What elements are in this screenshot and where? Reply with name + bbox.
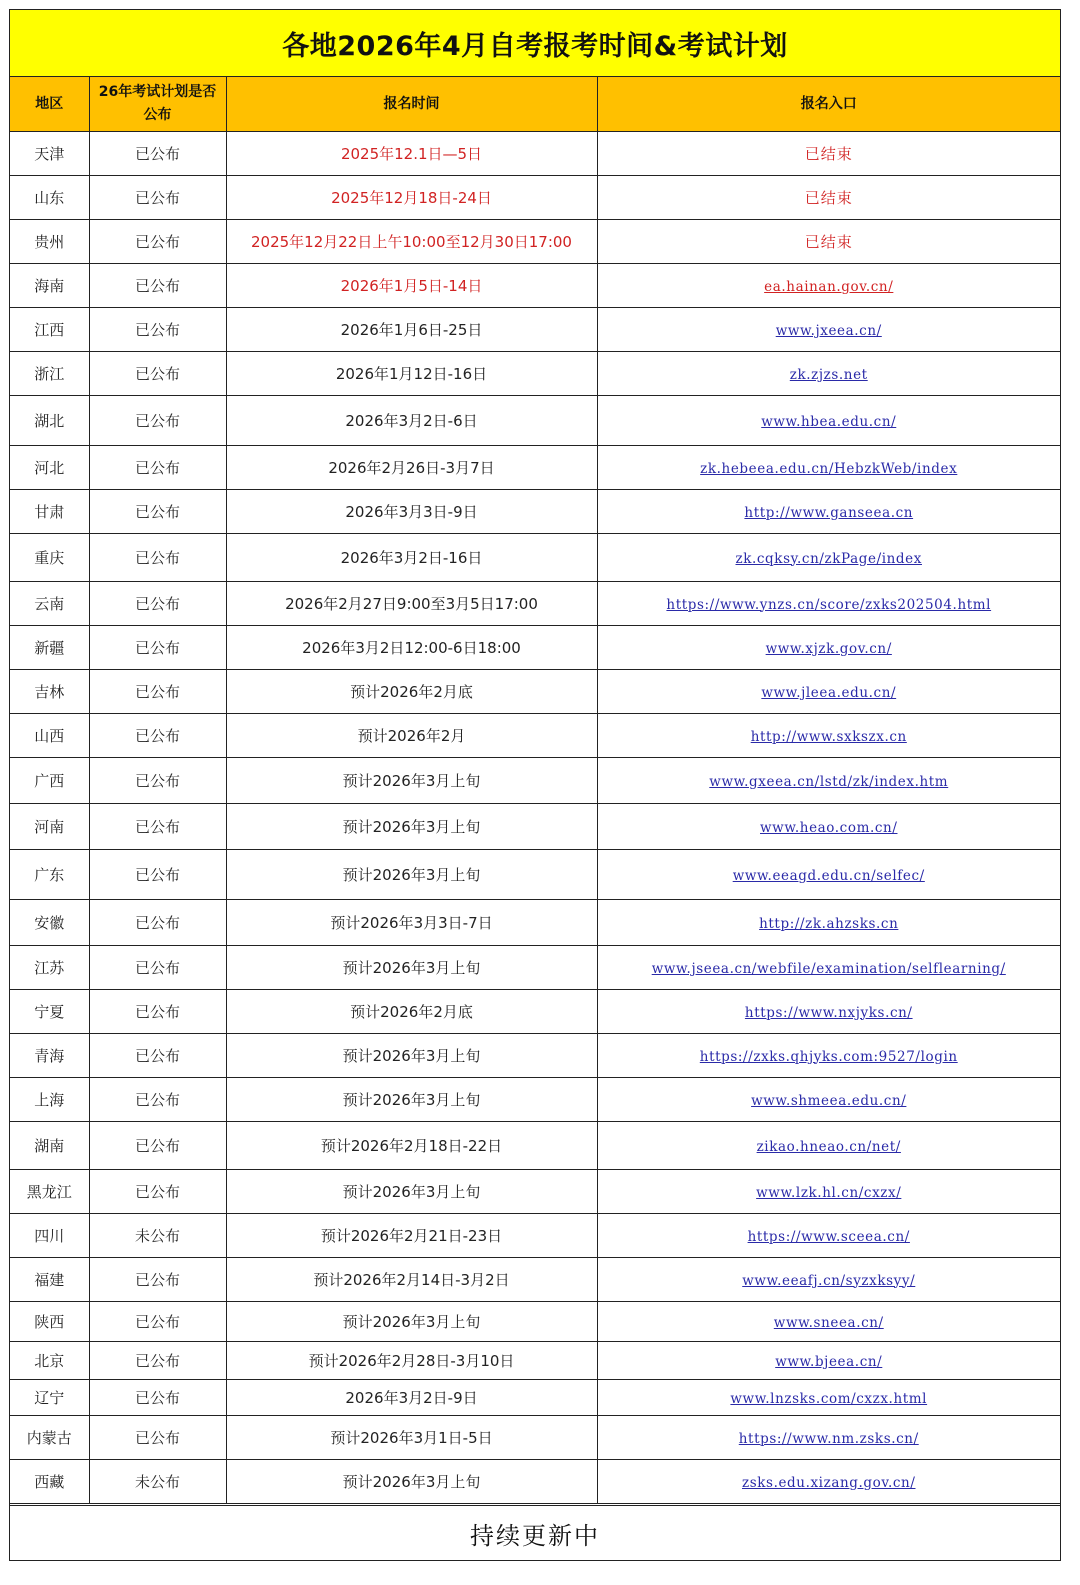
- plan-status-cell: 未公布: [89, 1460, 226, 1504]
- register-time-cell: 2026年1月6日-25日: [226, 308, 597, 352]
- register-entry-link[interactable]: www.jseea.cn/webfile/examination/selflearning/: [651, 960, 1006, 977]
- registration-ended-label: 已结束: [804, 233, 853, 251]
- table-row: [10, 1416, 1060, 1460]
- register-entry-cell: [597, 1460, 1060, 1504]
- register-entry-link[interactable]: www.eeafj.cn/syzxksyy/: [742, 1272, 916, 1289]
- register-entry-link[interactable]: www.eeagd.edu.cn/selfec/: [732, 867, 925, 884]
- register-time-cell: 2025年12月18日-24日: [226, 176, 597, 220]
- register-entry-cell: [597, 714, 1060, 758]
- register-entry-link[interactable]: zk.hebeea.edu.cn/HebzkWeb/index: [700, 460, 958, 477]
- plan-status-cell: 已公布: [89, 1416, 226, 1460]
- register-time-cell: 2026年3月2日12:00-6日18:00: [226, 626, 597, 670]
- register-entry-link[interactable]: zsks.edu.xizang.gov.cn/: [742, 1474, 916, 1491]
- region-cell: 山西: [10, 714, 89, 758]
- plan-status-cell: 已公布: [89, 1380, 226, 1416]
- table-row: [10, 714, 1060, 758]
- region-cell: 辽宁: [10, 1380, 89, 1416]
- plan-status-cell: 已公布: [89, 132, 226, 176]
- register-entry-cell: [597, 308, 1060, 352]
- table-header-row: [10, 77, 1060, 132]
- register-time-cell: 预计2026年2月28日-3月10日: [226, 1342, 597, 1380]
- column-header-region: 地区: [10, 77, 89, 132]
- register-time-cell: 预计2026年2月18日-22日: [226, 1122, 597, 1170]
- register-time-cell: 2025年12月22日上午10:00至12月30日17:00: [226, 220, 597, 264]
- plan-status-cell: 已公布: [89, 670, 226, 714]
- column-header-plan-published: 26年考试计划是否公布: [89, 77, 226, 132]
- table-row: [10, 132, 1060, 176]
- register-time-cell: 预计2026年2月21日-23日: [226, 1214, 597, 1258]
- table-row: [10, 1122, 1060, 1170]
- region-cell: 广西: [10, 758, 89, 804]
- plan-status-cell: 已公布: [89, 490, 226, 534]
- region-cell: 吉林: [10, 670, 89, 714]
- plan-status-cell: 已公布: [89, 308, 226, 352]
- table-row: [10, 1302, 1060, 1342]
- register-entry-cell: [597, 850, 1060, 900]
- plan-status-cell: 已公布: [89, 1078, 226, 1122]
- register-entry-link[interactable]: www.shmeea.edu.cn/: [751, 1092, 907, 1109]
- region-cell: 安徽: [10, 900, 89, 946]
- region-cell: 湖北: [10, 396, 89, 446]
- register-time-cell: 2026年1月5日-14日: [226, 264, 597, 308]
- plan-status-cell: 未公布: [89, 1214, 226, 1258]
- region-cell: 甘肃: [10, 490, 89, 534]
- register-time-cell: 预计2026年3月上旬: [226, 850, 597, 900]
- register-entry-link[interactable]: http://www.sxkszx.cn: [750, 728, 907, 745]
- register-time-cell: 2026年3月2日-6日: [226, 396, 597, 446]
- plan-status-cell: 已公布: [89, 758, 226, 804]
- table-row: [10, 534, 1060, 582]
- register-time-cell: 预计2026年3月上旬: [226, 1078, 597, 1122]
- register-time-cell: 预计2026年2月: [226, 714, 597, 758]
- table-row: [10, 900, 1060, 946]
- plan-status-cell: 已公布: [89, 804, 226, 850]
- register-entry-cell: [597, 804, 1060, 850]
- register-entry-link[interactable]: ea.hainan.gov.cn/: [764, 278, 894, 295]
- register-entry-link[interactable]: zikao.hneao.cn/net/: [756, 1138, 901, 1155]
- table-row: [10, 308, 1060, 352]
- register-time-cell: 预计2026年3月上旬: [226, 1302, 597, 1342]
- register-time-cell: 2026年3月3日-9日: [226, 490, 597, 534]
- register-entry-cell: [597, 1170, 1060, 1214]
- table-row: [10, 582, 1060, 626]
- region-cell: 贵州: [10, 220, 89, 264]
- table-row: [10, 1380, 1060, 1416]
- plan-status-cell: 已公布: [89, 1258, 226, 1302]
- footer-note: 持续更新中: [10, 1505, 1060, 1560]
- register-time-cell: 2026年3月2日-9日: [226, 1380, 597, 1416]
- register-entry-link[interactable]: www.lzk.hl.cn/cxzx/: [756, 1184, 902, 1201]
- region-cell: 青海: [10, 1034, 89, 1078]
- region-cell: 天津: [10, 132, 89, 176]
- register-time-cell: 2026年2月26日-3月7日: [226, 446, 597, 490]
- table-row: [10, 396, 1060, 446]
- table-row: [10, 1078, 1060, 1122]
- page-title: 各地2026年4月自考报考时间&考试计划: [10, 10, 1060, 77]
- register-time-cell: 2026年1月12日-16日: [226, 352, 597, 396]
- table-row: [10, 670, 1060, 714]
- table-row: [10, 1258, 1060, 1302]
- register-entry-cell: [597, 900, 1060, 946]
- table-row: [10, 850, 1060, 900]
- register-entry-link[interactable]: https://www.ynzs.cn/score/zxks202504.html: [666, 596, 992, 613]
- table-row: [10, 1460, 1060, 1504]
- register-time-cell: 2025年12.1日—5日: [226, 132, 597, 176]
- region-cell: 宁夏: [10, 990, 89, 1034]
- register-entry-cell: [597, 490, 1060, 534]
- table-row: [10, 758, 1060, 804]
- register-entry-link[interactable]: www.hbea.edu.cn/: [761, 413, 897, 430]
- register-entry-link[interactable]: www.gxeea.cn/lstd/zk/index.htm: [709, 773, 949, 790]
- register-entry-cell: [597, 220, 1060, 264]
- register-entry-cell: [597, 132, 1060, 176]
- region-cell: 浙江: [10, 352, 89, 396]
- register-entry-cell: [597, 1416, 1060, 1460]
- register-entry-link[interactable]: zk.cqksy.cn/zkPage/index: [735, 550, 922, 567]
- register-entry-cell: [597, 582, 1060, 626]
- table-row: [10, 1342, 1060, 1380]
- register-entry-cell: [597, 1122, 1060, 1170]
- plan-status-cell: 已公布: [89, 396, 226, 446]
- plan-status-cell: 已公布: [89, 176, 226, 220]
- register-time-cell: 预计2026年3月上旬: [226, 1460, 597, 1504]
- region-cell: 四川: [10, 1214, 89, 1258]
- register-entry-link[interactable]: https://zxks.qhjyks.com:9527/login: [699, 1048, 958, 1065]
- register-time-cell: 预计2026年3月1日-5日: [226, 1416, 597, 1460]
- register-entry-cell: [597, 1380, 1060, 1416]
- region-cell: 内蒙古: [10, 1416, 89, 1460]
- exam-plan-sheet: [9, 9, 1061, 1561]
- register-entry-cell: [597, 670, 1060, 714]
- table-body: [10, 132, 1060, 1504]
- table-row: [10, 946, 1060, 990]
- register-entry-link[interactable]: www.xjzk.gov.cn/: [765, 640, 892, 657]
- table-row: [10, 352, 1060, 396]
- register-entry-cell: [597, 1078, 1060, 1122]
- register-entry-cell: [597, 946, 1060, 990]
- table-row: [10, 1034, 1060, 1078]
- register-entry-cell: [597, 626, 1060, 670]
- plan-status-cell: 已公布: [89, 446, 226, 490]
- register-time-cell: 预计2026年3月上旬: [226, 946, 597, 990]
- register-time-cell: 2026年3月2日-16日: [226, 534, 597, 582]
- plan-status-cell: 已公布: [89, 626, 226, 670]
- region-cell: 云南: [10, 582, 89, 626]
- register-entry-link[interactable]: https://www.sceea.cn/: [747, 1228, 910, 1245]
- table-row: [10, 220, 1060, 264]
- region-cell: 山东: [10, 176, 89, 220]
- register-time-cell: 预计2026年3月上旬: [226, 1034, 597, 1078]
- register-time-cell: 预计2026年2月底: [226, 990, 597, 1034]
- register-entry-cell: [597, 534, 1060, 582]
- plan-status-cell: 已公布: [89, 582, 226, 626]
- column-header-register-time: 报名时间: [226, 77, 597, 132]
- region-cell: 广东: [10, 850, 89, 900]
- region-cell: 上海: [10, 1078, 89, 1122]
- register-entry-cell: [597, 352, 1060, 396]
- table-row: [10, 446, 1060, 490]
- column-header-register-entry: 报名入口: [597, 77, 1060, 132]
- registration-ended-label: 已结束: [804, 189, 853, 207]
- table-row: [10, 990, 1060, 1034]
- plan-status-cell: 已公布: [89, 264, 226, 308]
- plan-status-cell: 已公布: [89, 1170, 226, 1214]
- plan-status-cell: 已公布: [89, 1302, 226, 1342]
- register-entry-cell: [597, 446, 1060, 490]
- plan-status-cell: 已公布: [89, 900, 226, 946]
- plan-status-cell: 已公布: [89, 714, 226, 758]
- register-entry-link[interactable]: www.bjeea.cn/: [775, 1353, 883, 1370]
- register-entry-link[interactable]: http://www.ganseea.cn: [744, 504, 914, 521]
- plan-status-cell: 已公布: [89, 352, 226, 396]
- table-row: [10, 1214, 1060, 1258]
- table-row: [10, 176, 1060, 220]
- register-entry-link[interactable]: www.heao.com.cn/: [760, 819, 898, 836]
- plan-status-cell: 已公布: [89, 1122, 226, 1170]
- region-cell: 新疆: [10, 626, 89, 670]
- register-entry-link[interactable]: www.jleea.edu.cn/: [761, 684, 897, 701]
- register-entry-cell: [597, 1302, 1060, 1342]
- region-cell: 湖南: [10, 1122, 89, 1170]
- register-entry-link[interactable]: https://www.nxjyks.cn/: [744, 1004, 913, 1021]
- plan-status-cell: 已公布: [89, 850, 226, 900]
- plan-status-cell: 已公布: [89, 534, 226, 582]
- region-cell: 江西: [10, 308, 89, 352]
- register-entry-cell: [597, 1342, 1060, 1380]
- register-entry-link[interactable]: www.lnzsks.com/cxzx.html: [730, 1390, 928, 1407]
- register-entry-link[interactable]: zk.zjzs.net: [789, 366, 868, 383]
- plan-status-cell: 已公布: [89, 990, 226, 1034]
- region-cell: 福建: [10, 1258, 89, 1302]
- plan-status-cell: 已公布: [89, 946, 226, 990]
- register-entry-cell: [597, 990, 1060, 1034]
- table-row: [10, 264, 1060, 308]
- registration-ended-label: 已结束: [804, 145, 853, 163]
- register-entry-link[interactable]: http://zk.ahzsks.cn: [759, 915, 899, 932]
- region-cell: 西藏: [10, 1460, 89, 1504]
- table-row: [10, 626, 1060, 670]
- register-entry-cell: [597, 176, 1060, 220]
- register-entry-link[interactable]: www.sneea.cn/: [773, 1314, 884, 1331]
- table-row: [10, 1170, 1060, 1214]
- register-entry-cell: [597, 396, 1060, 446]
- register-time-cell: 预计2026年3月上旬: [226, 804, 597, 850]
- table-row: [10, 804, 1060, 850]
- region-cell: 陕西: [10, 1302, 89, 1342]
- region-cell: 河南: [10, 804, 89, 850]
- register-time-cell: 预计2026年3月上旬: [226, 1170, 597, 1214]
- plan-status-cell: 已公布: [89, 1342, 226, 1380]
- register-entry-cell: [597, 1214, 1060, 1258]
- register-time-cell: 预计2026年2月14日-3月2日: [226, 1258, 597, 1302]
- exam-plan-table: [10, 77, 1060, 1504]
- region-cell: 江苏: [10, 946, 89, 990]
- register-entry-cell: [597, 1258, 1060, 1302]
- register-time-cell: 2026年2月27日9:00至3月5日17:00: [226, 582, 597, 626]
- register-time-cell: 预计2026年3月3日-7日: [226, 900, 597, 946]
- register-entry-cell: [597, 264, 1060, 308]
- plan-status-cell: 已公布: [89, 1034, 226, 1078]
- register-entry-link[interactable]: https://www.nm.zsks.cn/: [738, 1430, 919, 1447]
- register-entry-cell: [597, 1034, 1060, 1078]
- region-cell: 海南: [10, 264, 89, 308]
- plan-status-cell: 已公布: [89, 220, 226, 264]
- register-time-cell: 预计2026年3月上旬: [226, 758, 597, 804]
- region-cell: 河北: [10, 446, 89, 490]
- region-cell: 北京: [10, 1342, 89, 1380]
- region-cell: 重庆: [10, 534, 89, 582]
- register-entry-cell: [597, 758, 1060, 804]
- register-time-cell: 预计2026年2月底: [226, 670, 597, 714]
- register-entry-link[interactable]: www.jxeea.cn/: [775, 322, 882, 339]
- region-cell: 黑龙江: [10, 1170, 89, 1214]
- table-row: [10, 490, 1060, 534]
